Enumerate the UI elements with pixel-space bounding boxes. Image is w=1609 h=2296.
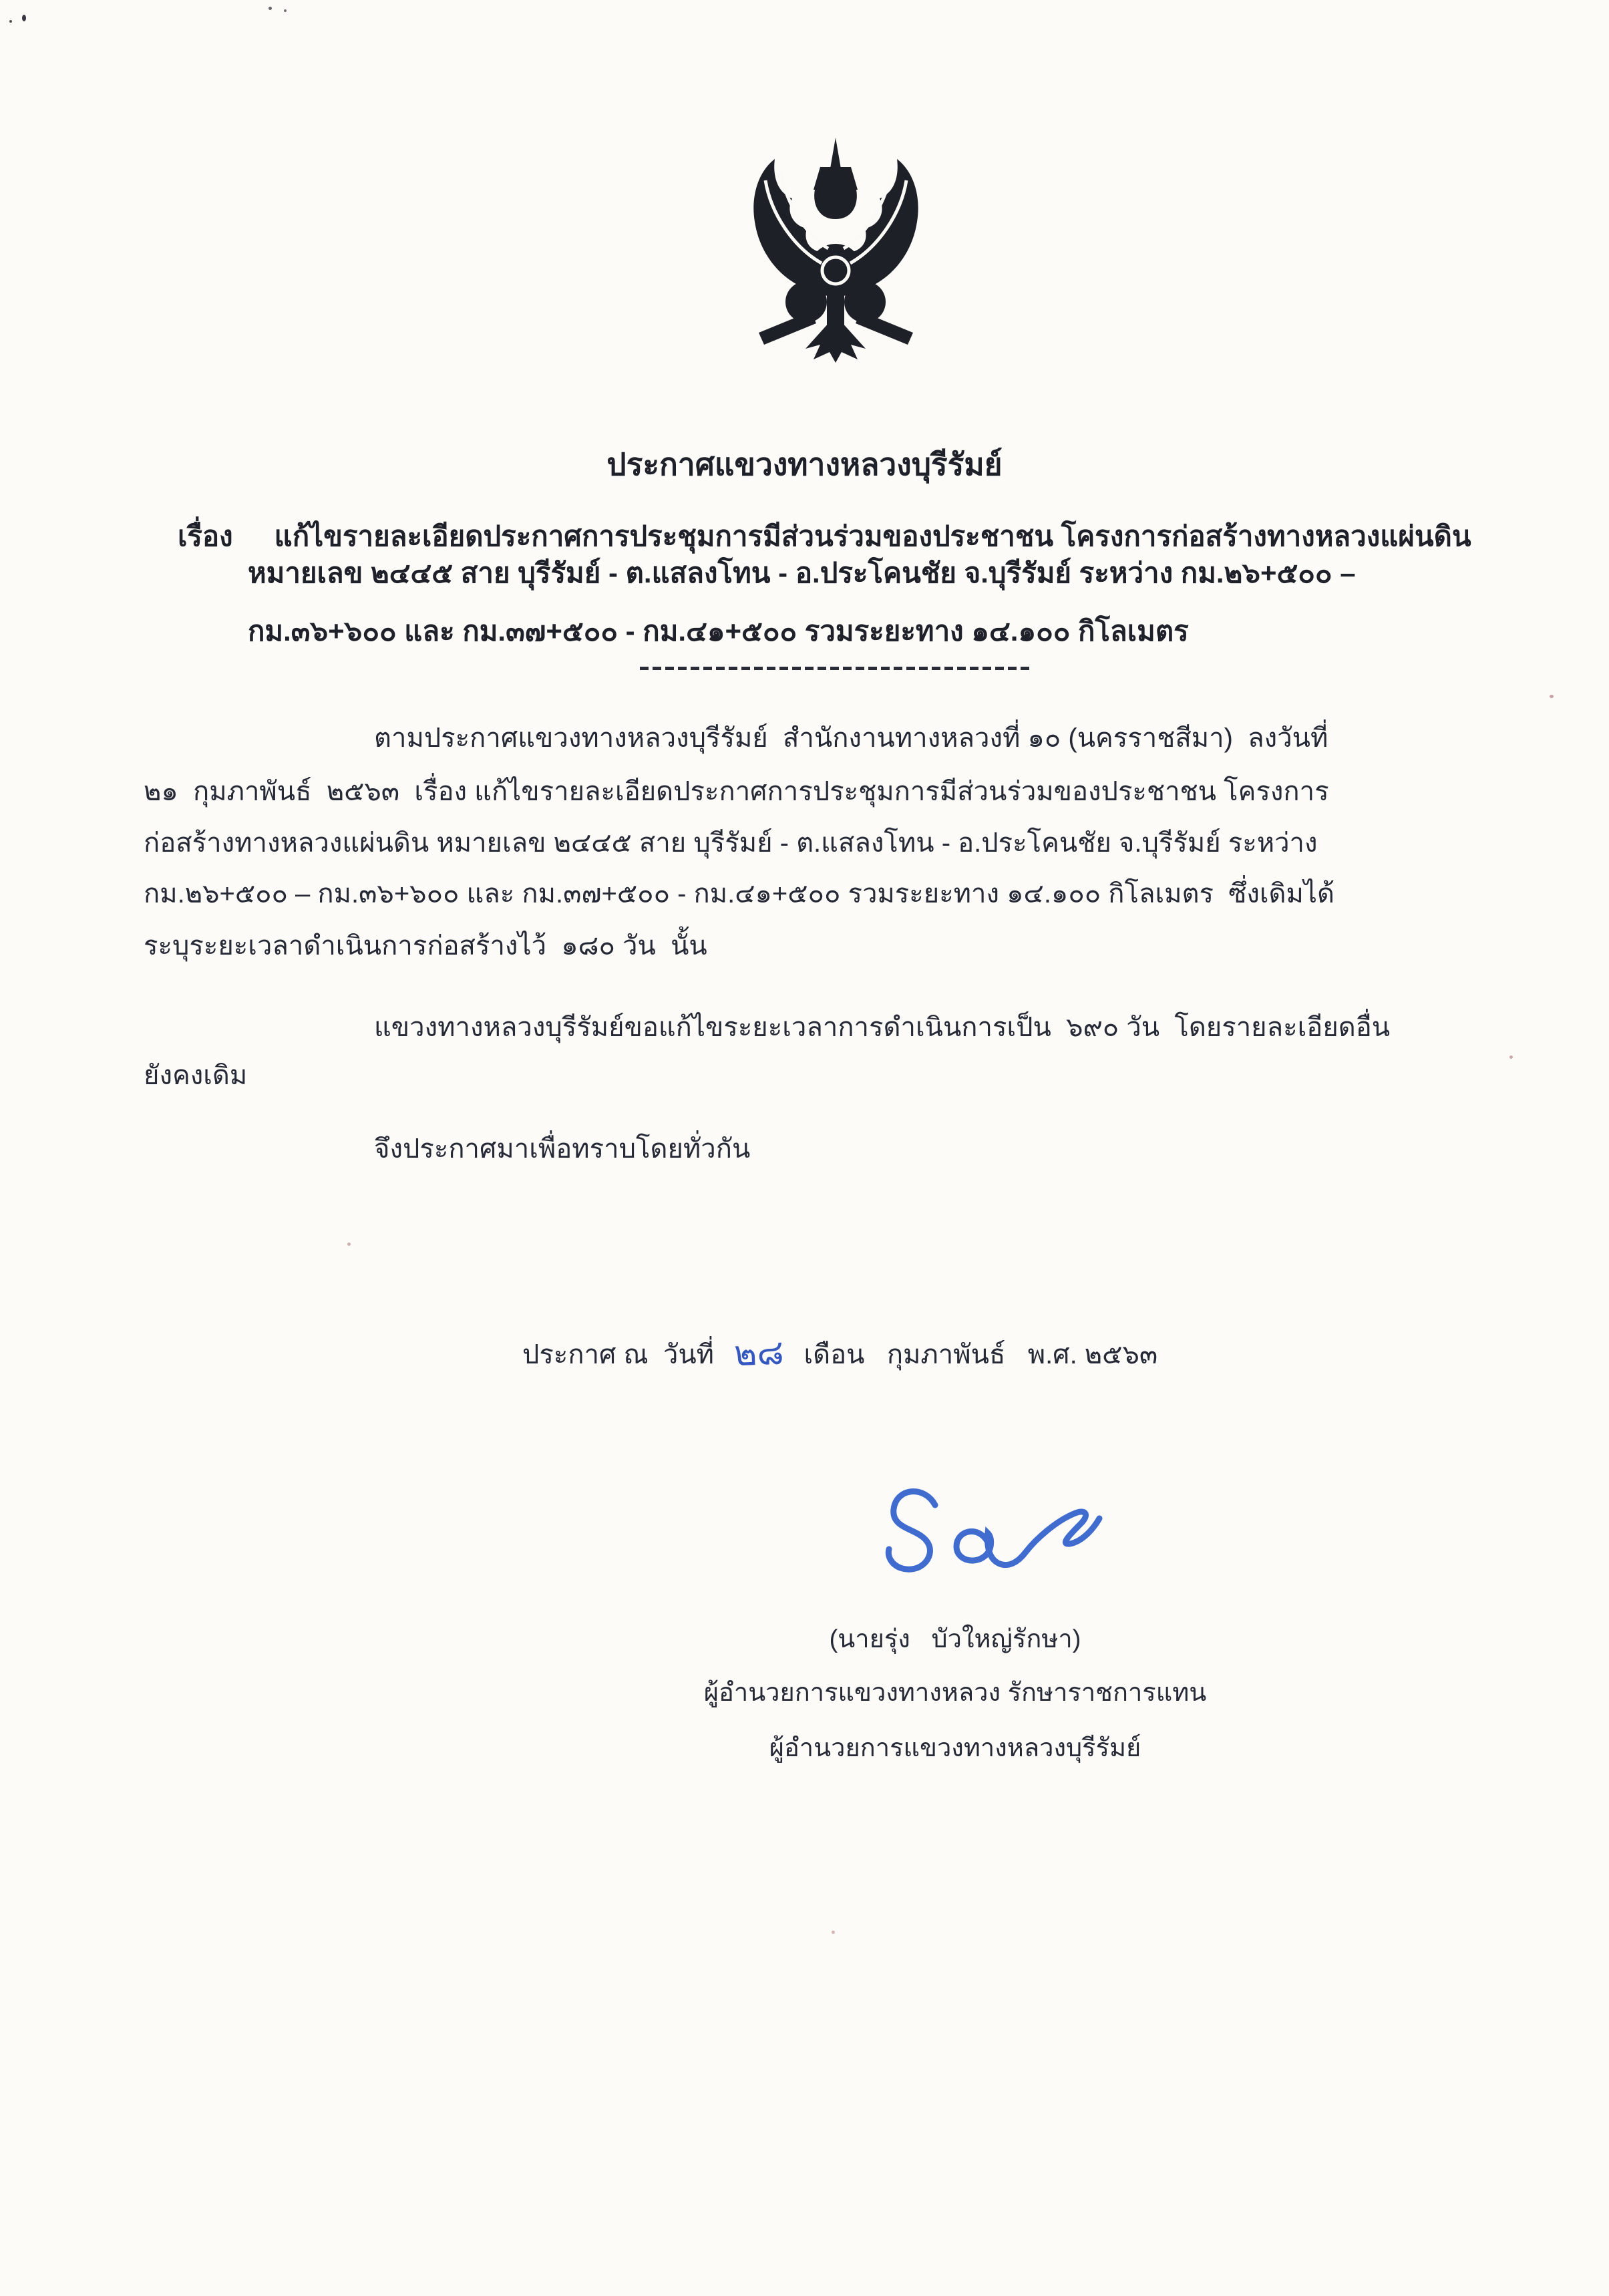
date-prefix: ประกาศ ณ วันที่ [522,1340,715,1369]
document-title: ประกาศแขวงทางหลวงบุรีรัมย์ [606,447,1003,482]
scan-speckle [9,20,12,23]
scan-speckle [1509,1055,1513,1059]
scan-speckle [347,1243,351,1246]
subject-line-1: แก้ไขรายละเอียดประกาศการประชุมการมีส่วนร่วมของประชาชน โครงการก่อสร้างทางหลวงแผ่นดิน [274,520,1471,552]
scan-speckle [269,7,272,10]
scan-speckle [22,15,26,21]
signer-position-line1: ผู้อำนวยการแขวงทางหลวง รักษาราชการแทน [703,1679,1207,1707]
paragraph1-line1: ตามประกาศแขวงทางหลวงบุรีรัมย์ สำนักงานทางหลวงที่ ๑๐ (นครราชสีมา) ลงวันที่ [374,723,1328,753]
dashed-divider [640,667,1033,670]
scan-speckle [1550,695,1554,698]
date-suffix: เดือน กุมภาพันธ์ พ.ศ. ๒๕๖๓ [803,1340,1158,1369]
announcement-date-line [522,1332,1158,1375]
paragraph1-line5: ระบุระยะเวลาดำเนินการก่อสร้างไว้ ๑๘๐ วัน นั้น [144,931,707,961]
handwritten-day: ๒๘ [733,1332,785,1375]
closing-statement: จึงประกาศมาเพื่อทราบโดยทั่วกัน [374,1134,751,1164]
signer-position-line2: ผู้อำนวยการแขวงทางหลวงบุรีรัมย์ [769,1734,1141,1762]
paragraph2-line2: ยังคงเดิม [144,1061,248,1090]
subject-line-2: หมายเลข ๒๔๔๕ สาย บุรีรัมย์ - ต.แสลงโทน - อ.ประโคนชัย จ.บุรีรัมย์ ระหว่าง กม.๒๖+๕๐๐ – [248,557,1356,589]
subject-label: เรื่อง [178,520,233,552]
garuda-emblem-icon [741,134,930,363]
paragraph1-line4: กม.๒๖+๕๐๐ – กม.๓๖+๖๐๐ และ กม.๓๗+๕๐๐ - กม.๔๑+๕๐๐ รวมระยะทาง ๑๔.๑๐๐ กิโลเมตร ซึ่งเดิมได้ [144,879,1334,909]
signer-name: (นายรุ่ง บัวใหญ่รักษา) [829,1625,1081,1653]
subject-line-3: กม.๓๖+๖๐๐ และ กม.๓๗+๕๐๐ - กม.๔๑+๕๐๐ รวมระยะทาง ๑๔.๑๐๐ กิโลเมตร [248,615,1189,647]
paragraph1-line3: ก่อสร้างทางหลวงแผ่นดิน หมายเลข ๒๔๔๕ สาย บุรีรัมย์ - ต.แสลงโทน - อ.ประโคนชัย จ.บุรีรัมย์ ระหว่าง [144,828,1318,858]
handwritten-signature [855,1480,1109,1593]
paragraph2-line1: แขวงทางหลวงบุรีรัมย์ขอแก้ไขระยะเวลาการดำเนินการเป็น ๖๙๐ วัน โดยรายละเอียดอื่น [374,1013,1391,1042]
paragraph1-line2: ๒๑ กุมภาพันธ์ ๒๕๖๓ เรื่อง แก้ไขรายละเอียดประกาศการประชุมการมีส่วนร่วมของประชาชน โครงการ [144,777,1329,806]
scan-speckle [832,1931,835,1934]
scan-speckle [284,9,287,12]
